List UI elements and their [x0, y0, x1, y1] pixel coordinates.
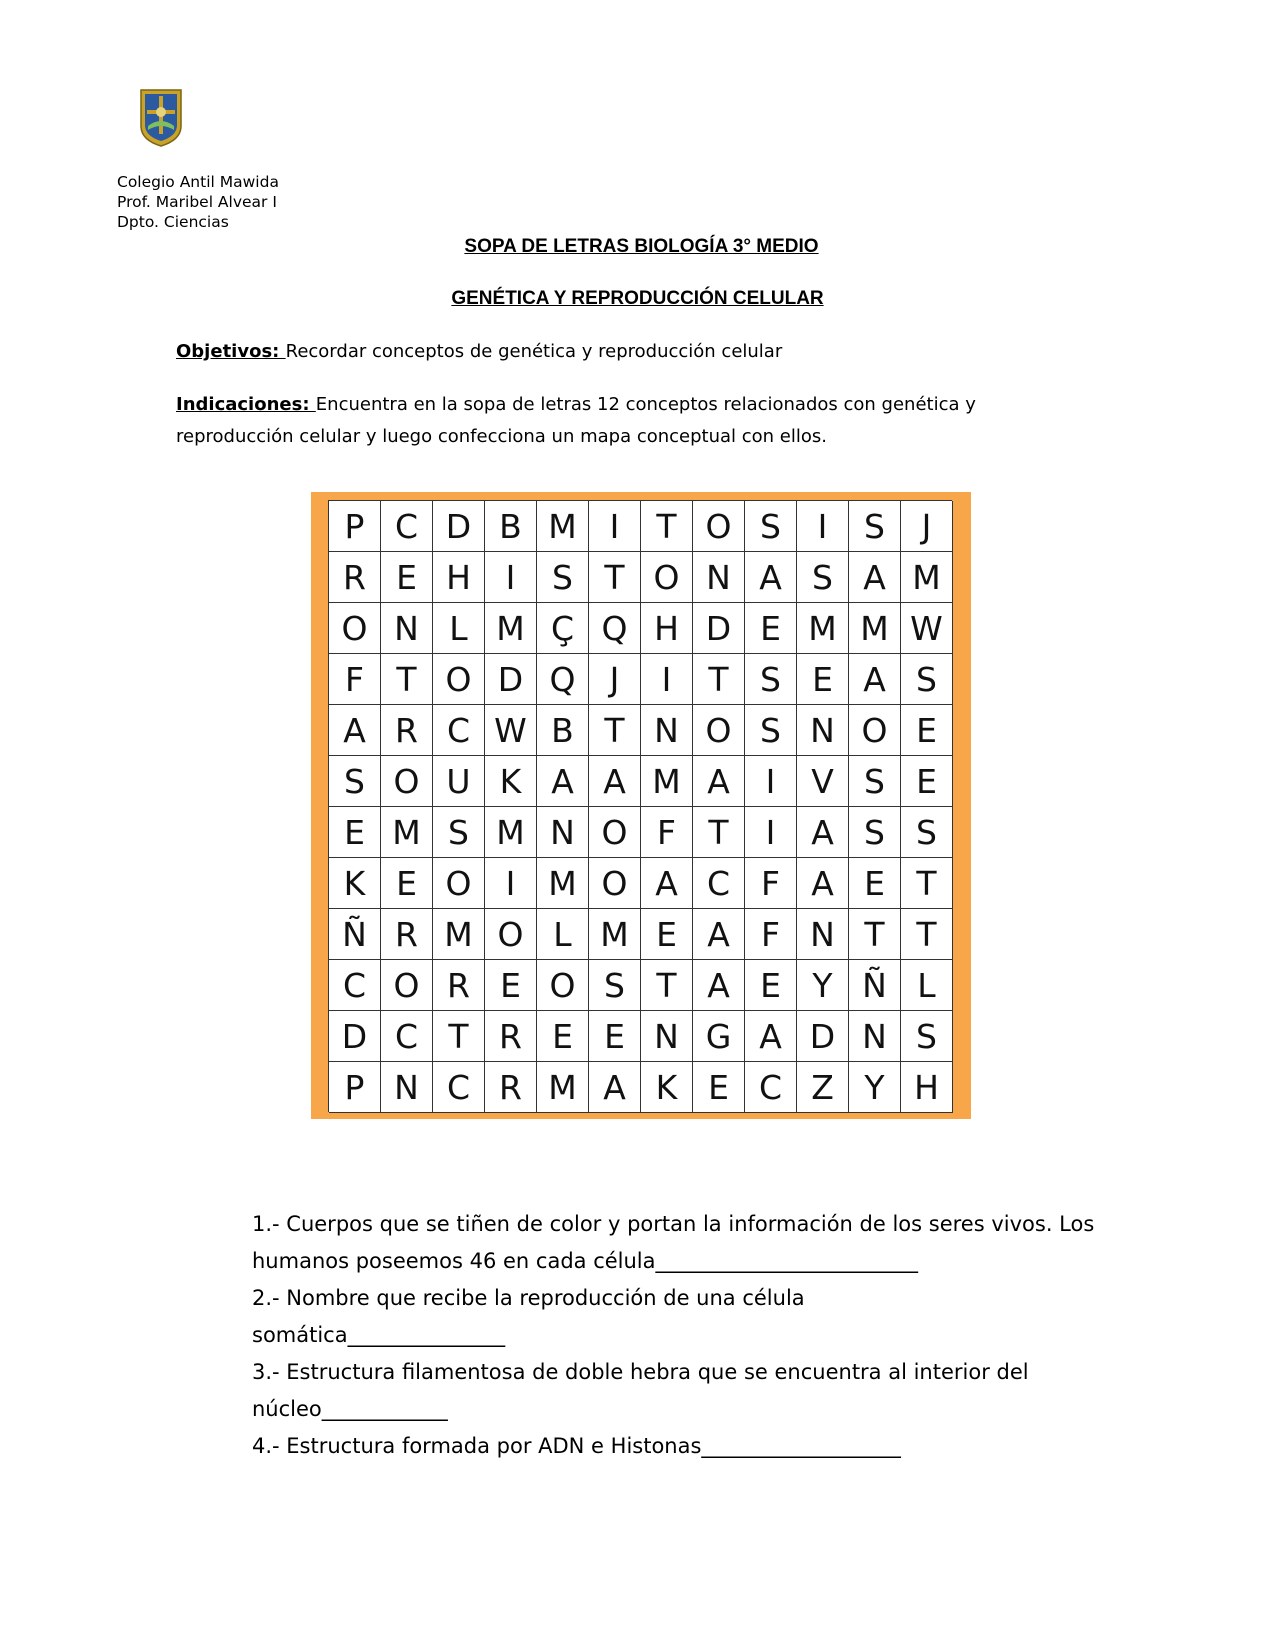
grid-cell: O: [641, 552, 693, 603]
grid-cell: L: [901, 960, 953, 1011]
grid-cell: Y: [849, 1062, 901, 1113]
question-3-line-1: 3.- Estructura filamentosa de doble hebra que se encuentra al interior del: [252, 1360, 1029, 1384]
grid-cell: A: [329, 705, 381, 756]
grid-cell: I: [485, 552, 537, 603]
grid-cell: E: [901, 756, 953, 807]
grid-cell: S: [797, 552, 849, 603]
grid-cell: J: [901, 501, 953, 552]
grid-cell: E: [745, 603, 797, 654]
grid-cell: O: [329, 603, 381, 654]
grid-cell: T: [381, 654, 433, 705]
grid-cell: B: [537, 705, 589, 756]
school-name: Colegio Antil Mawida: [117, 173, 279, 191]
grid-cell: T: [589, 705, 641, 756]
grid-cell: Ç: [537, 603, 589, 654]
grid-cell: W: [901, 603, 953, 654]
grid-cell: I: [485, 858, 537, 909]
grid-cell: K: [641, 1062, 693, 1113]
grid-cell: M: [485, 807, 537, 858]
question-2-line-1: 2.- Nombre que recibe la reproducción de una célula: [252, 1286, 805, 1310]
grid-cell: J: [589, 654, 641, 705]
school-crest-icon: [138, 86, 184, 148]
grid-cell: T: [849, 909, 901, 960]
grid-cell: L: [433, 603, 485, 654]
grid-cell: I: [589, 501, 641, 552]
grid-cell: A: [641, 858, 693, 909]
grid-cell: N: [381, 1062, 433, 1113]
grid-cell: T: [641, 960, 693, 1011]
grid-cell: O: [433, 654, 485, 705]
grid-cell: Ñ: [329, 909, 381, 960]
grid-cell: V: [797, 756, 849, 807]
grid-cell: E: [641, 909, 693, 960]
grid-cell: S: [849, 501, 901, 552]
grid-cell: S: [901, 807, 953, 858]
grid-cell: M: [641, 756, 693, 807]
grid-cell: M: [849, 603, 901, 654]
grid-cell: E: [589, 1011, 641, 1062]
grid-cell: A: [589, 756, 641, 807]
grid-cell: S: [901, 1011, 953, 1062]
grid-cell: A: [745, 1011, 797, 1062]
grid-cell: A: [589, 1062, 641, 1113]
grid-cell: N: [537, 807, 589, 858]
grid-cell: A: [849, 654, 901, 705]
department-name: Dpto. Ciencias: [117, 213, 229, 231]
grid-cell: O: [693, 501, 745, 552]
worksheet-subtitle: GENÉTICA Y REPRODUCCIÓN CELULAR: [451, 288, 824, 309]
grid-cell: B: [485, 501, 537, 552]
grid-cell: S: [589, 960, 641, 1011]
grid-cell: A: [797, 807, 849, 858]
grid-cell: R: [381, 705, 433, 756]
grid-cell: T: [901, 858, 953, 909]
teacher-name: Prof. Maribel Alvear I: [117, 193, 277, 211]
question-3-line-2: núcleo____________: [252, 1397, 448, 1421]
grid-cell: Z: [797, 1062, 849, 1113]
grid-cell: N: [797, 909, 849, 960]
grid-cell: N: [381, 603, 433, 654]
grid-cell: A: [693, 909, 745, 960]
grid-cell: Ñ: [849, 960, 901, 1011]
grid-cell: T: [641, 501, 693, 552]
grid-cell: T: [589, 552, 641, 603]
grid-cell: S: [901, 654, 953, 705]
grid-cell: E: [901, 705, 953, 756]
grid-cell: O: [849, 705, 901, 756]
grid-cell: E: [381, 552, 433, 603]
grid-cell: M: [797, 603, 849, 654]
grid-cell: G: [693, 1011, 745, 1062]
grid-cell: N: [797, 705, 849, 756]
grid-cell: D: [797, 1011, 849, 1062]
grid-cell: O: [589, 858, 641, 909]
grid-cell: S: [537, 552, 589, 603]
grid-cell: I: [745, 756, 797, 807]
grid-cell: O: [381, 960, 433, 1011]
grid-cell: O: [381, 756, 433, 807]
grid-cell: R: [485, 1062, 537, 1113]
grid-cell: E: [537, 1011, 589, 1062]
grid-cell: R: [433, 960, 485, 1011]
grid-cell: H: [641, 603, 693, 654]
grid-cell: E: [849, 858, 901, 909]
grid-cell: P: [329, 1062, 381, 1113]
grid-cell: I: [745, 807, 797, 858]
grid-cell: K: [485, 756, 537, 807]
grid-cell: M: [485, 603, 537, 654]
grid-cell: O: [589, 807, 641, 858]
grid-cell: M: [537, 1062, 589, 1113]
grid-cell: C: [329, 960, 381, 1011]
grid-cell: N: [641, 1011, 693, 1062]
question-2-line-2: somática_______________: [252, 1323, 506, 1347]
grid-cell: C: [745, 1062, 797, 1113]
grid-cell: M: [537, 858, 589, 909]
grid-cell: D: [485, 654, 537, 705]
word-search-grid: [328, 500, 952, 1112]
grid-cell: F: [745, 909, 797, 960]
grid-cell: C: [693, 858, 745, 909]
grid-cell: Y: [797, 960, 849, 1011]
grid-cell: P: [329, 501, 381, 552]
question-1-line-1: 1.- Cuerpos que se tiñen de color y portan la información de los seres vivos. Los: [252, 1212, 1095, 1236]
grid-cell: T: [433, 1011, 485, 1062]
grid-cell: Q: [537, 654, 589, 705]
grid-cell: M: [901, 552, 953, 603]
grid-cell: A: [849, 552, 901, 603]
grid-cell: D: [693, 603, 745, 654]
grid-cell: C: [433, 705, 485, 756]
grid-cell: N: [849, 1011, 901, 1062]
grid-cell: F: [745, 858, 797, 909]
grid-cell: R: [381, 909, 433, 960]
grid-cell: I: [641, 654, 693, 705]
grid-cell: H: [901, 1062, 953, 1113]
grid-cell: A: [537, 756, 589, 807]
grid-cell: A: [693, 756, 745, 807]
grid-cell: R: [329, 552, 381, 603]
question-4-line-1: 4.- Estructura formada por ADN e Histonas___________________: [252, 1434, 901, 1458]
grid-cell: S: [745, 654, 797, 705]
grid-cell: C: [433, 1062, 485, 1113]
grid-cell: A: [745, 552, 797, 603]
worksheet-title: SOPA DE LETRAS BIOLOGÍA 3° MEDIO: [464, 236, 819, 257]
grid-cell: M: [433, 909, 485, 960]
grid-cell: A: [693, 960, 745, 1011]
grid-cell: S: [433, 807, 485, 858]
grid-cell: F: [641, 807, 693, 858]
objectives-text: Recordar conceptos de genética y reproducción celular: [285, 341, 783, 362]
grid-cell: E: [485, 960, 537, 1011]
objectives-label: Objetivos:: [176, 341, 286, 362]
grid-cell: S: [849, 807, 901, 858]
instructions-line-1: Encuentra en la sopa de letras 12 conceptos relacionados con genética y: [315, 394, 976, 415]
grid-cell: N: [641, 705, 693, 756]
grid-cell: R: [485, 1011, 537, 1062]
grid-cell: O: [433, 858, 485, 909]
grid-cell: U: [433, 756, 485, 807]
grid-cell: W: [485, 705, 537, 756]
grid-cell: D: [433, 501, 485, 552]
grid-cell: T: [693, 807, 745, 858]
questions-list: [252, 1206, 1122, 1465]
grid-cell: Q: [589, 603, 641, 654]
instructions-line-2: reproducción celular y luego confecciona un mapa conceptual con ellos.: [176, 426, 827, 447]
word-search-frame: [311, 492, 971, 1119]
grid-cell: K: [329, 858, 381, 909]
instructions-paragraph: [176, 389, 976, 453]
grid-cell: A: [797, 858, 849, 909]
grid-cell: E: [797, 654, 849, 705]
instructions-label: Indicaciones:: [176, 394, 316, 415]
grid-cell: O: [537, 960, 589, 1011]
grid-cell: E: [693, 1062, 745, 1113]
grid-cell: D: [329, 1011, 381, 1062]
grid-cell: S: [849, 756, 901, 807]
grid-cell: S: [329, 756, 381, 807]
grid-cell: M: [589, 909, 641, 960]
grid-cell: M: [537, 501, 589, 552]
question-1-line-2: humanos poseemos 46 en cada célula_________________________: [252, 1249, 919, 1273]
grid-cell: C: [381, 1011, 433, 1062]
objectives-paragraph: [176, 336, 782, 368]
grid-cell: C: [381, 501, 433, 552]
grid-cell: L: [537, 909, 589, 960]
grid-cell: O: [693, 705, 745, 756]
grid-cell: T: [901, 909, 953, 960]
grid-cell: T: [693, 654, 745, 705]
grid-cell: I: [797, 501, 849, 552]
grid-cell: E: [745, 960, 797, 1011]
grid-cell: M: [381, 807, 433, 858]
grid-cell: F: [329, 654, 381, 705]
grid-cell: H: [433, 552, 485, 603]
school-header: [117, 172, 279, 232]
grid-cell: S: [745, 705, 797, 756]
grid-cell: O: [485, 909, 537, 960]
grid-cell: N: [693, 552, 745, 603]
grid-cell: E: [329, 807, 381, 858]
grid-cell: E: [381, 858, 433, 909]
grid-cell: S: [745, 501, 797, 552]
